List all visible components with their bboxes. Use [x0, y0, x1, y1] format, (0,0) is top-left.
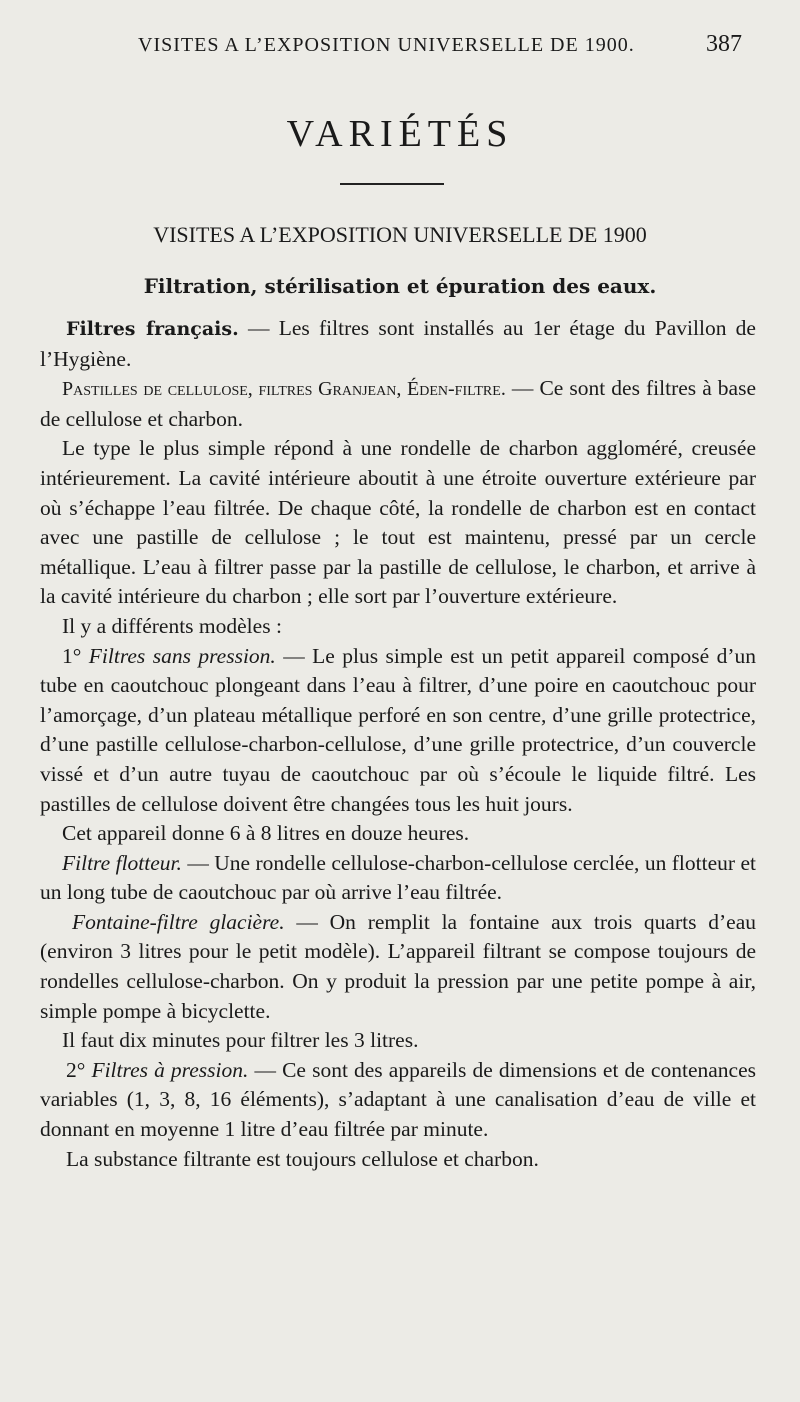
list-number: 1° — [62, 643, 89, 668]
paragraph-lead: Filtre flotteur. — [62, 850, 182, 875]
paragraph-a-pression — [40, 1056, 756, 1145]
article-body — [40, 314, 756, 1174]
paragraph-pastilles — [40, 374, 756, 434]
paragraph-lead: Fontaine-filtre glacière. — [72, 909, 285, 934]
running-head-title: VISITES A L’EXPOSITION UNIVERSELLE DE 1900. — [138, 34, 635, 56]
paragraph-lead: Pastilles de cellulose, filtres Granjean, Éden-filtre. — [62, 378, 506, 401]
section-title: VARIÉTÉS — [286, 113, 514, 155]
paragraph-text: — On remplit la fontaine aux trois quarts d’eau (environ 3 litres pour le petit modèle). L’appareil filtrant se compose toujours de rondelles cellulose-charbon. On y produit la pression par une petite pompe à air, simple pompe à bicyclette. — [40, 909, 756, 1023]
paragraph-text: — Ce sont des filtres à base de cellulose et charbon. — [40, 376, 756, 431]
article-subtitle: VISITES A L’EXPOSITION UNIVERSELLE DE 1900 — [153, 222, 647, 247]
paragraph-lead: Filtres français. — [66, 318, 239, 340]
paragraph-text: — Une rondelle cellulose-charbon-cellulose cerclée, un flotteur et un long tube de caoutchouc par où arrive l’eau filtrée. — [40, 850, 756, 905]
paragraph-type-simple: Le type le plus simple répond à une rondelle de charbon aggloméré, creusée intérieurement. La cavité intérieure aboutit à une étroite ouverture extérieure par où s’échappe l’eau filtrée. De chaque côté, la rondelle de charbon est en contact avec une pastille de cellulose ; le tout est maintenu, pressé par un cercle métallique. L’eau à filtrer passe par la pastille de cellulose, le charbon, et arrive à la cavité intérieure du charbon ; elle sort par l’ouverture extérieure. — [40, 436, 756, 609]
paragraph-substance: La substance filtrante est toujours cellulose et charbon. — [66, 1146, 539, 1171]
paragraph-fontaine-filtre — [40, 908, 756, 1026]
paragraph-lead: Filtres à pression. — [91, 1057, 249, 1082]
paragraph-text: — Les filtres sont installés au 1er étage du Pavillon de l’Hygiène. — [40, 316, 756, 371]
paragraph-sans-pression — [40, 642, 756, 820]
paragraph-modeles: Il y a différents modèles : — [62, 613, 282, 638]
paragraph-filtres-francais — [40, 314, 756, 374]
article-heading: Filtration, stérilisation et épuration des eaux. — [143, 274, 657, 298]
page-number: 387 — [706, 31, 742, 57]
paragraph-filtre-flotteur — [40, 849, 756, 908]
paragraph-debit: Cet appareil donne 6 à 8 litres en douze heures. — [62, 821, 470, 846]
running-head — [0, 31, 800, 64]
paragraph-dix-minutes: Il faut dix minutes pour filtrer les 3 litres. — [62, 1028, 419, 1053]
paragraph-text: — Le plus simple est un petit appareil composé d’un tube en caoutchouc plongeant dans l’eau à filtrer, d’une poire en caoutchouc pour l’amorçage, d’un plateau métallique perforé en son centre, d’une grille protectrice, d’une pastille cellulose-charbon-cellulose, d’une grille protectrice, d’un couvercle vissé et d’un autre tuyau de caoutchouc par où s’écoule le liquide filtré. Les pastilles de cellulose doivent être changées tous les huit jours. — [40, 643, 756, 816]
list-number: 2° — [66, 1057, 92, 1082]
paragraph-text: — Ce sont des appareils de dimensions et de contenances variables (1, 3, 8, 16 éléments), s’adaptant à une canalisation d’eau de ville et donnant en moyenne 1 litre d’eau filtrée par minute. — [40, 1057, 756, 1142]
paragraph-lead: Filtres sans pression. — [88, 643, 276, 668]
title-rule — [340, 183, 444, 185]
